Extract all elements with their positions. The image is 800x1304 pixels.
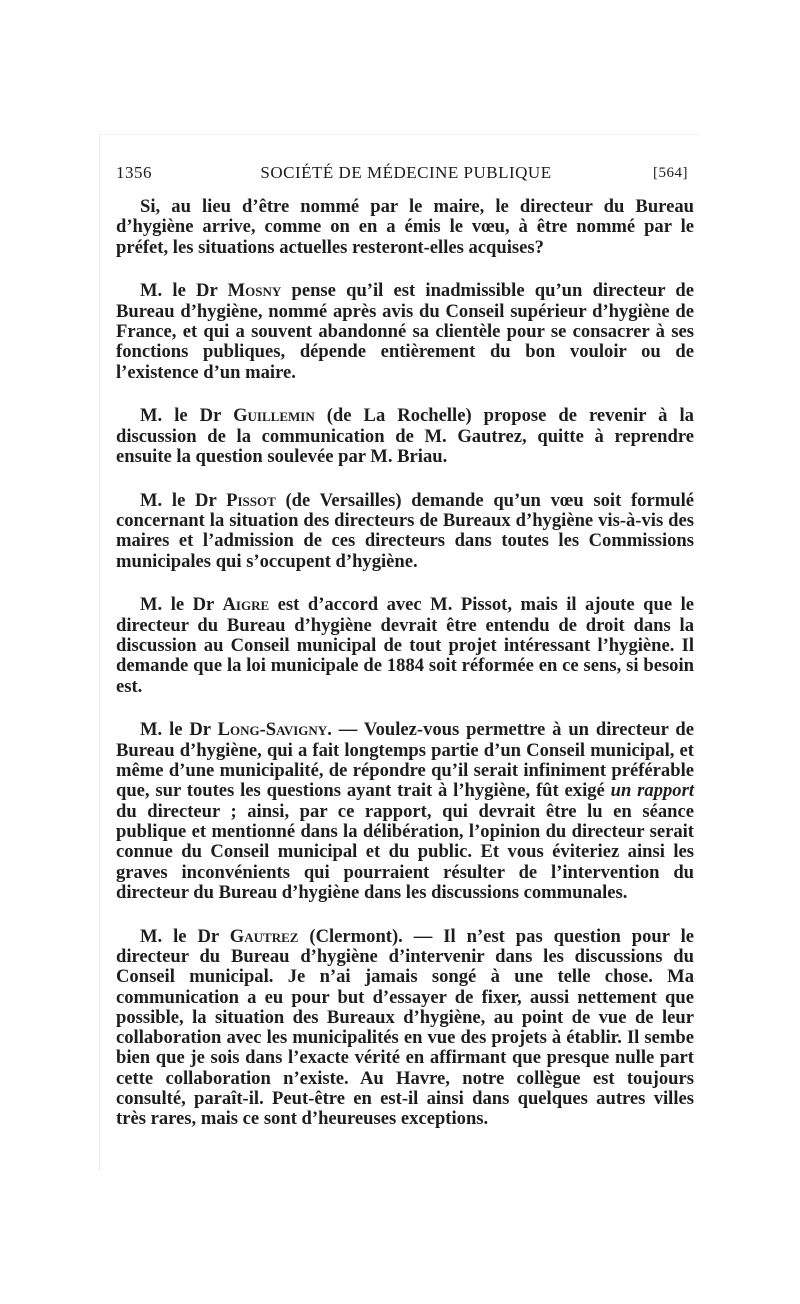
paragraph-text: (de La Rochelle) propose de revenir à la discussion de la communication de M. Gautrez, quitte à reprendre ensuite la question soulevée par M. Briau. [116, 405, 694, 467]
speaker-prefix: M. le Dr [140, 489, 227, 511]
speaker-name: Guillemin [233, 405, 315, 427]
page-number: 1356 [116, 163, 152, 182]
paragraph [116, 197, 694, 258]
speaker-name: Long-Savigny [217, 719, 328, 741]
document-body [116, 197, 694, 1153]
paragraph-text: du directeur ; ainsi, par ce rapport, qui devrait être lu en séance publique et mentionné dans la délibération, l’opinion du directeur serait connue du Conseil municipal et du public. Et vous éviteriez ainsi les graves inconvénients qui pourraient résulter de l’intervention du directeur du Bureau d’hygiène dans les discussions communales. [116, 800, 694, 903]
page-header [116, 163, 688, 187]
speaker-name: Gautrez [229, 925, 299, 947]
speaker-name: Aigre [222, 594, 270, 616]
paragraph-text: (de Versailles) demande qu’un vœu soit formulé concernant la situation des directeurs de Bureaux d’hygiène vis-à-vis des maires et l’admission de ces directeurs dans toutes les Commissions municipales qui s’occupent d’hygiène. [116, 489, 694, 572]
bracketed-page-number: [564] [653, 165, 688, 181]
paragraph [116, 491, 694, 572]
speaker-prefix: M. le Dr [140, 594, 223, 616]
paragraph-text: (Clermont). — Il n’est pas question pour le directeur du Bureau d’hygiène d’intervenir dans les discussions du Conseil municipal. Je n’ai jamais songé à une telle chose. Ma communication a eu pour but d’essayer de fixer, aussi nettement que possible, la situation des Bureaux d’hygiène, au point de vue de leur collaboration avec les municipalités en vue des projets à établir. Il sembe bien que je sois dans l’exacte vérité en affirmant que presque nulle part cette collaboration n’existe. Au Havre, notre collègue est toujours consulté, paraît-il. Peut-être en est-il ainsi dans quelques autres villes très rares, mais ce sont d’heureuses exceptions. [116, 925, 694, 1130]
paragraph-text: Si, au lieu d’être nommé par le maire, le directeur du Bureau d’hygiène arrive, comme on en a émis le vœu, à être nommé par le préfet, les situations actuelles resteront-elles acquises? [116, 196, 694, 258]
paragraph-text: pense qu’il est inadmissible qu’un directeur de Bureau d’hygiène, nommé après avis du Conseil supérieur d’hygiène de France, et qui a souvent abandonné sa clientèle pour se consacrer à ses fonctions publiques, dépende entièrement du bon vouloir ou de l’existence d’un maire. [116, 280, 694, 383]
paragraph [116, 595, 694, 696]
paragraph-text: . — Voulez-vous permettre à un directeur de Bureau d’hygiène, qui a fait longtemps partie d’un Conseil municipal, et même d’une municipalité, de répondre qu’il serait infiniment préférable que, sur toutes les questions ayant trait à l’hygiène, fût exigé [116, 719, 694, 802]
emphasized-text: un rapport [610, 780, 695, 802]
speaker-prefix: M. le Dr [140, 925, 230, 947]
running-title: SOCIÉTÉ DE MÉDECINE PUBLIQUE [260, 163, 552, 182]
speaker-prefix: M. le Dr [140, 280, 228, 302]
speaker-prefix: M. le Dr [140, 405, 234, 427]
paragraph [116, 281, 694, 382]
speaker-name: Mosny [227, 280, 282, 302]
paragraph-text: est d’accord avec M. Pissot, mais il ajoute que le directeur du Bureau d’hygiène devrait être entendu de droit dans la discussion au Conseil municipal de tout projet intéressant l’hygiène. Il demande que la loi municipale de 1884 soit réformée en ce sens, si besoin est. [116, 594, 694, 697]
speaker-prefix: M. le Dr [140, 719, 218, 741]
paragraph [116, 927, 694, 1130]
speaker-name: Pissot [226, 489, 276, 511]
paragraph [116, 720, 694, 903]
paragraph [116, 406, 694, 467]
document-page [100, 134, 700, 1171]
